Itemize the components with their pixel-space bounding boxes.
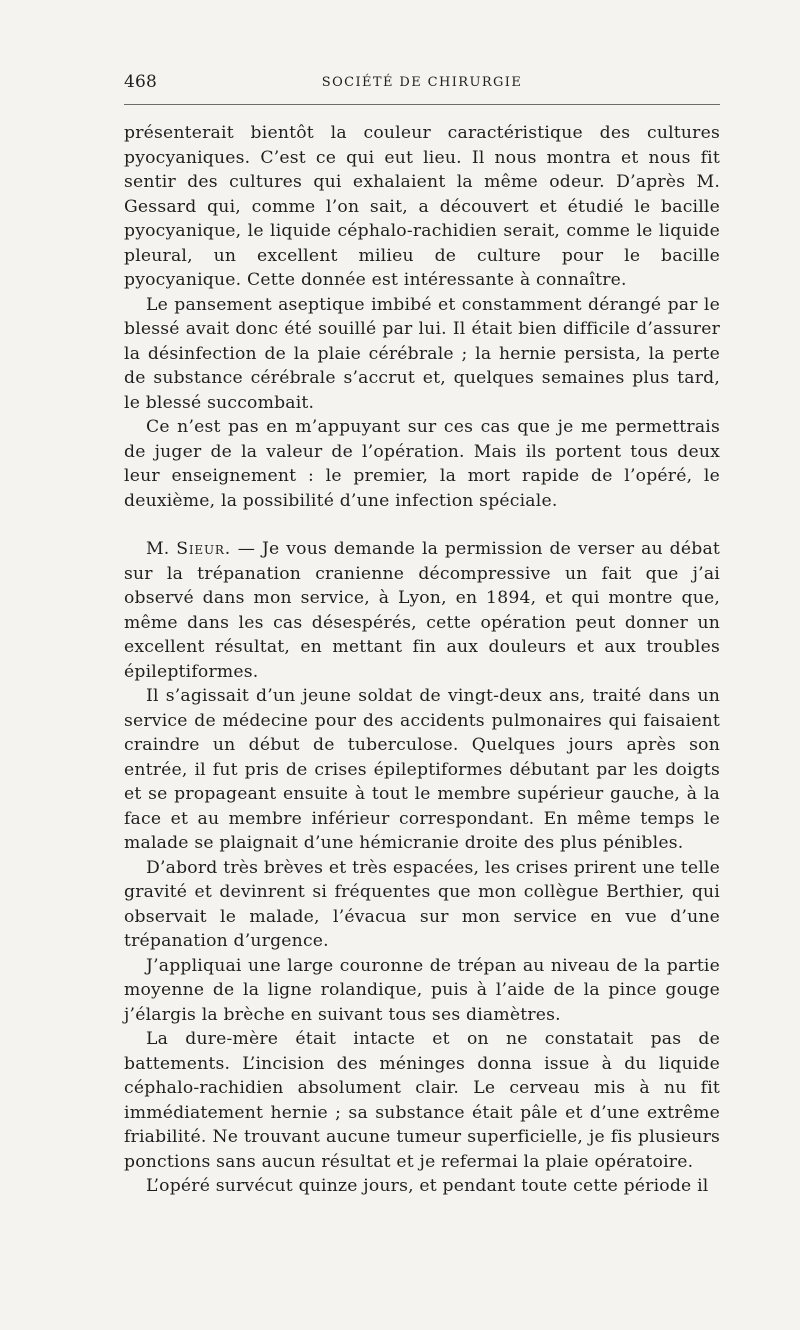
paragraph-2: Le pansement aseptique imbibé et constamment dérangé par le blessé avait donc été souillé par lui. Il était bien difficile d’assurer la désinfection de la plaie cérébrale ; la hernie persista, la perte de substance cérébrale s’accrut et, quelques semaines plus tard, le blessé succombait.: [124, 294, 720, 413]
paragraph-4: [124, 537, 720, 684]
page-header: [124, 64, 720, 104]
body-text: [124, 121, 720, 1199]
speaker-name: Sieur.: [176, 539, 231, 559]
paragraph-6: D’abord très brèves et très espacées, les crises prirent une telle gravité et devinrent si fréquentes que mon collègue Berthier, qui observait le malade, l’évacua sur mon service en vue d’une trépanation d’urgence.: [124, 857, 720, 951]
running-head: SOCIÉTÉ DE CHIRURGIE: [321, 75, 523, 90]
speaker-prefix: M.: [146, 539, 177, 559]
paragraph-9: L’opéré survécut quinze jours, et pendant toute cette période il: [146, 1176, 709, 1196]
paragraph-3: Ce n’est pas en m’appuyant sur ces cas que je me permettrais de juger de la valeur de l’opération. Mais ils portent tous deux leur enseignement : le premier, la mort rapide de l’opéré, le deuxième, la possibilité d’une infection spéciale.: [124, 417, 720, 511]
paragraph-7: J’appliquai une large couronne de trépan au niveau de la partie moyenne de la ligne rolandique, puis à l’aide de la pince gouge j’élargis la brèche en suivant tous ses diamètres.: [124, 955, 720, 1025]
paragraph-5: Il s’agissait d’un jeune soldat de vingt-deux ans, traité dans un service de médecine pour des accidents pulmonaires qui faisaient craindre un début de tuberculose. Quelques jours après son entrée, il fut pris de crises épileptiformes débutant par les doigts et se propageant ensuite à tout le membre supérieur gauche, à la face et au membre inférieur correspondant. En même temps le malade se plaignait d’une hémicranie droite des plus pénibles.: [124, 686, 720, 853]
paragraph-1: présenterait bientôt la couleur caractéristique des cultures pyocyaniques. C’est ce qui eut lieu. Il nous montra et nous fit sentir des cultures qui exhalaient la même odeur. D’après M. Gessard qui, comme l’on sait, a découvert et étudié le bacille pyocyanique, le liquide céphalo-rachidien serait, comme le liquide pleural, un excellent milieu de culture pour le bacille pyocyanique. Cette donnée est intéressante à connaître.: [124, 123, 720, 290]
page-number: 468: [124, 72, 158, 92]
header-rule: [124, 104, 720, 105]
paragraph-4-text: — Je vous demande la permission de verser au débat sur la trépanation cranienne décompressive un fait que j’ai observé dans mon service, à Lyon, en 1894, et qui montre que, même dans les cas désespérés, cette opération peut donner un excellent résultat, en mettant fin aux douleurs et aux troubles épileptiformes.: [124, 539, 720, 682]
paragraph-8: La dure-mère était intacte et on ne constatait pas de battements. L’incision des méninges donna issue à du liquide céphalo-rachidien absolument clair. Le cerveau mis à nu fit immédiatement hernie ; sa substance était pâle et d’une extrême friabilité. Ne trouvant aucune tumeur superficielle, je fis plusieurs ponctions sans aucun résultat et je refermai la plaie opératoire.: [124, 1029, 720, 1172]
